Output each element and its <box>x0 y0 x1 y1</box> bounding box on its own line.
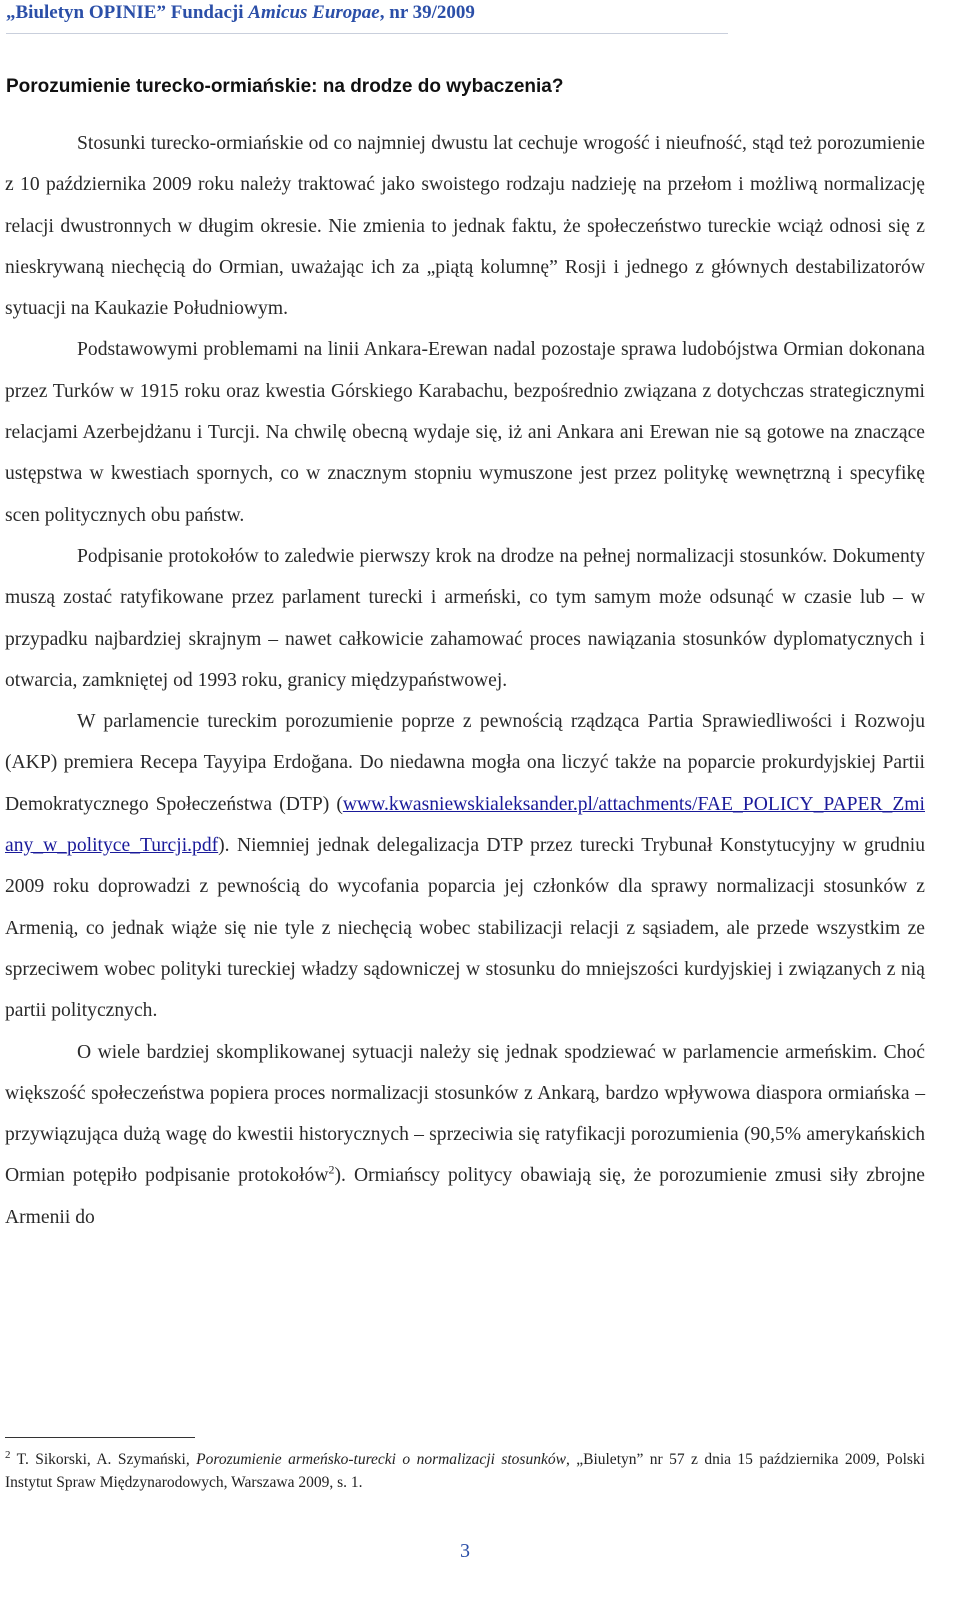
footnote <box>5 1448 925 1494</box>
paragraph-1: Stosunki turecko-ormiańskie od co najmniej dwustu lat cechuje wrogość i nieufność, stąd też porozumienie z 10 października 2009 roku należy traktować jako swoistego rodzaju nadzieję na przełom i możliwą normalizację relacji dwustronnych w długim okresie. Nie zmienia to jednak faktu, że społeczeństwo tureckie wciąż odnosi się z nieskrywaną niechęcią do Ormian, uważając ich za „piątą kolumnę” Rosji i jednego z głównych destabilizatorów sytuacji na Kaukazie Południowym. <box>5 133 925 320</box>
running-header <box>6 2 475 24</box>
footnote-pre: T. Sikorski, A. Szymański, <box>10 1451 197 1468</box>
footnote-ref[interactable]: 2 <box>328 1162 335 1177</box>
paragraph-4-start: W parlamencie tureckim porozumienie poprze z pewnością rządząca Partia Sprawiedliwości i Rozwoju (AKP) premiera Recepa Tayyipa Erdoğana. Do niedawna mogła ona liczyć także na poparcie prokurdyjskiej Partii Demokratycznego Społeczeństwa (DTP) ( <box>5 711 925 815</box>
header-pre: „Biuletyn OPINIE” Fundacji <box>6 2 249 23</box>
footnote-number: 2 <box>5 1448 11 1461</box>
header-org: Amicus Europae <box>248 2 380 23</box>
paragraph-3: Podpisanie protokołów to zaledwie pierwszy krok na drodze na pełnej normalizacji stosunków. Dokumenty muszą zostać ratyfikowane przez parlament turecki i armeński, co tym samym może odsunąć w czasie lub – w przypadku najbardziej skrajnym – nawet całkowicie zahamować proces nawiązania stosunków dyplomatycznych i otwarcia, zamkniętej od 1993 roku, granicy międzypaństwowej. <box>5 545 925 691</box>
paragraph-2: Podstawowymi problemami na linii Ankara-Erewan nadal pozostaje sprawa ludobójstwa Ormian dokonana przez Turków w 1915 roku oraz kwestia Górskiego Karabachu, bezpośrednio związana z dotychczas strategicznymi relacjami Azerbejdżanu i Turcji. Na chwilę obecną wydaje się, iż ani Ankara ani Erewan nie są gotowe na znaczące ustępstwa w kwestiach spornych, co w znacznym stopniu wymuszone jest przez politykę wewnętrzną i specyfikę scen politycznych obu państw. <box>5 339 925 526</box>
footnote-title: Porozumienie armeńsko-turecki o normalizacji stosunków <box>196 1451 566 1468</box>
article-body <box>5 123 925 1238</box>
paragraph-5-start: O wiele bardziej skomplikowanej sytuacji należy się jednak spodziewać w parlamencie armeńskim. Choć większość społeczeństwa popiera proces normalizacji stosunków z Ankarą, bardzo wpływowa diaspora ormiańska – przywiązująca dużą wagę do kwestii historycznych – sprzeciwia się ratyfikacji porozumienia (90,5% amerykańskich Ormian potępiło podpisanie protokołów <box>5 1041 925 1187</box>
footnote-post: , „Biuletyn” nr 57 z dnia 15 października 2009, Polski Instytut Spraw Międzynarodowych, Warszawa 2009, s. 1. <box>5 1451 925 1491</box>
paragraph-5 <box>5 1032 925 1238</box>
paragraph-4 <box>5 701 925 1031</box>
header-post: , nr 39/2009 <box>379 2 475 23</box>
header-rule <box>6 33 728 34</box>
footnote-rule <box>5 1437 195 1438</box>
article-title: Porozumienie turecko-ormiańskie: na drodze do wybaczenia? <box>6 76 564 97</box>
page-number: 3 <box>460 1540 470 1562</box>
policy-paper-link[interactable]: www.kwasniewskialeksander.pl/attachments/FAE_POLICY_PAPER_Zmiany_w_polityce_Turcji.pdf <box>5 793 925 857</box>
paragraph-4-end: ). Niemniej jednak delegalizacja DTP przez turecki Trybunał Konstytucyjny w grudniu 2009 roku doprowadzi z pewnością do wycofania poparcia jej członków dla sprawy normalizacji stosunków z Armenią, co jednak wiąże się nie tyle z niechęcią wobec stabilizacji relacji z sąsiadem, ale przede wszystkim ze sprzeciwem wobec polityki tureckiej władzy sądowniczej w stosunku do mniejszości kurdyjskiej i związanych z nią partii politycznych. <box>5 835 925 1022</box>
paragraph-5-end: ). Ormiańscy politycy obawiają się, że porozumienie zmusi siły zbrojne Armenii do <box>5 1165 925 1228</box>
